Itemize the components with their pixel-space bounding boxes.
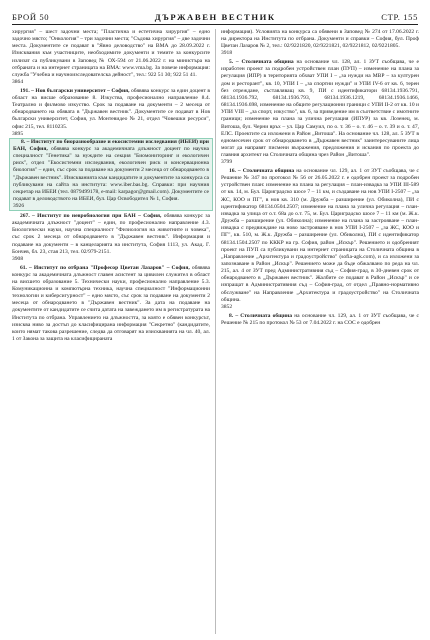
notice-body: обявява конкурс за академичната длъжност главен асистент за цивилен служител в област на висшето образование 5. Технически науки, професионално направление 5.3. Комуникационна и компютърна техника, научна специалност "Информационни технологии и киберсигурност" – едно място, със срок за подаване на документи 2 месеца от обнародването в "Държавен вестник". За дата на подаване на документите от кандидатите се счита датата на завеждането им в регистратурата на Института по отбрана. Управлението на длъжността, за която е обявен конкурсът, изисква ниво за достъп до класифицирана информация "Секретно" (кандидатите, които нямат такова разрешение, следва да отговарят на изискванията на чл. 40, ал. 1 от Закона за защита на класифицираната (12, 264, 210, 343)
column-divider (215, 29, 216, 634)
header-rule (12, 24, 418, 25)
notice-heading: 191. – Нов български университет – София, (20, 87, 130, 94)
notice-ibei-highlighted (9, 138, 213, 212)
notice-sofia-municipality-8 (221, 313, 419, 327)
page-header (12, 8, 418, 22)
continued-notice: информация). Условията на конкурса са обявени в Заповед № 274 от 17.06.2022 г. на директора на Института по отбрана. Документи и справки – София, бул. Проф Цветан Лазаров № 2, тел.: 02/9221820, 02/9221821, 02/9221812, 02/9221805. (221, 29, 419, 50)
right-column (221, 29, 419, 327)
notice-number: 3908 (12, 255, 24, 262)
notice-number: 3852 (221, 303, 233, 310)
notice-body: обявява конкурс за един доцент в област на висше образование 8. Изкуства, професионално направление 8.4. Театрално и филмово изкуство. Срок за подаване на документи – 2 месеца от обнародването на обявата в "Държавен вестник". Документите се подават в Нов български университет, София, ул. Монтевидео № 21, отдел "Човешки ресурси", офис 215, тел. 8110235. (12, 87, 210, 130)
notice-sofia-municipality-16 (221, 168, 419, 311)
notice-body: обявява конкурс за академичната длъжност "доцент" – един, по професионално направление 4.3. Биологически науки, научна специалност "Физиология на животните и човека", със срок 2 месеца от обнародването в "Държавен вестник". Информация и подаване на документи – в канцеларията на института, София 1113, ул. Акад. Г. Бончев, бл. 23, стая 213, тел. 02/979-2151. (12, 212, 210, 255)
publication-title: ДЪРЖАВЕН ВЕСТНИК (154, 12, 276, 22)
notice-number: 3799 (221, 159, 233, 166)
notice-heading: 8. – Институт по биоразнообразие и екосистемни изследвания (ИБЕИ) при БАН, София, (13, 138, 209, 152)
notice-body: на основание чл. 129, ал. 1 от ЗУТ съобщава, че с Решение № 215 по протокол № 53 от 7.04.2022 г. на СОС е одобрен (221, 312, 419, 326)
notice-heading: 5. – Столичната община (229, 59, 294, 66)
notice-sofia-municipality-5 (221, 59, 419, 166)
notice-number: 3918 (221, 50, 233, 57)
notice-heading: 16. – Столичната община (229, 167, 295, 174)
page-number: СТР. 155 (381, 12, 418, 22)
notice-number: 3864 (12, 79, 24, 86)
left-column (12, 29, 210, 343)
notice-body: обявява конкурс за академичната длъжност доцент по научна специалност "Генетика" за нуждите на секция "Биомониторинг и екологичен риск", отдел "Екосистемни изследвания, екологичен риск и консервационна биология" – един, със срок за подаване на документи 2 месеца от обнародването в "Държавен вестник". Изискванията към кандидатите и документите за конкурса са публикувани на сайта на института: www.iber.bas.bg. Справки: при научния секретар на ИБЕИ (тел. 0879499178, e-mail: karpagor@gmail.com). Документите се подават в деловодството на ИБЕИ, бул. Цар Освободител № 1, София. (13, 146, 209, 203)
notice-heading: 8. – Столичната община (229, 312, 293, 319)
continued-notice: хирургия" – шест задочни места; "Пластична и естетична хирургия" – едно задочно място; "Онкология" – три задочни места; "Съдова хирургия" – две задочни места. Документите се подават в "Явно деловодство" на ВМА до 28.09.2022 г. Изисквания към участниците, необходимите документи и темите за конкурсите излизат са публикувани в Заповед № ОХ-594 от 21.06.2022 г. на министъра на отбраната и на интернет страницата на ВМА: www.vma.bg. За повече информация: служба "Учебна и научноизследователска дейност", тел.: 922 51 30; 922 51 41. (12, 29, 210, 78)
notice-number: 3926 (13, 203, 25, 210)
issue-number: БРОЙ 50 (12, 12, 50, 22)
notice-defense-institute (12, 265, 210, 344)
notice-body: на основание чл. 128, ал. 1 ЗУТ съобщава, че е изработен проект за подробен устройствен план (ПУП) – изменение на плана за регулация (ИПР) в територията обхват УПИ I – „за нужди на МВР – за културен дом и ресторант", кв. 10, УПИ I – „за спортни нужди" и УПИ IV-6 от кв. 6, терен без отреждане, съставляващ кв. 9, ПИ с идентификатори 68134.1936.791, 68134.1936.792, 68134.1936.793, 68134.1936.1219, 68134.1936.1466, 68134.1936.698, изменение на общите регулационни граници с УПИ II-2 от кв. 10 и УПИ VIII – „за спорт, изкуство", кв. 6, за приведение им в съответствие с имотните граници; изменение на плана за улична регулация (ИПУР) за кв. Лозенец, м. Витоша, бул. Черни връх – ул. Цар Самуил, по о. т. 36 – о. т. 46 – о. т. 39 и о. т. 47, ЕЛС. Проектите са изложени в Район „Витоша". На основание чл. 128, ал. 5 ЗУТ в едномесечен срок от обнародването в „Държавен вестник" заинтересуваните лица могат да направят писмени възражения, предложения и искания по проекта до главния архитект на Столичната община чрез Район „Витоша". (221, 59, 419, 159)
notice-neurobiology (12, 213, 210, 263)
notice-number: 3895 (12, 130, 24, 137)
notice-body: на основание чл. 129, ал. 1 от ЗУТ съобщава, че с Решение № 347 по протокол № 56 от 26.05.2022 г. е одобрен проект за подробен устройствен план: изменение на плана за регулация – план-извадка за УПИ III-589 от кв. 14, м. Бул. Цариградско шосе 7 – 11 км, и създаване на нов УПИ I-2507 – „за ЖС, КОО и ПГ", в нов кв. 310 (м. Дружба – разширение (ул. Обиколна), ПИ с идентификатор 68134.0504.2507; изменение на плана за улична регулация – план-извадка за улица от о.т. 68а до о.т. 75, м. Бул. Цариградско шосе 7 – 11 км (м. Ж.к. Дружба – разширение (ул. Обиколна); изменение на плана за застрояване – план-извадка с предвиждане на ново застрояване в нов УПИ I-2507 – „за ЖС, КОО и ПГ", кв. 510, м. Ж.к. Дружба – разширение (ул. Обиколна), ПИ с идентификатор 68134.1504.2507 по КККР на гр. София, район „Искър". Решението и одобреният проект на ПУП са публикувани на интернет страницата на Столичната община в „Направление „Архитектура и градоустройство" (sofia-agk.com), и са изложени за запознаване в Район „Искър". Решението може да бъде обжалвано по реда на чл. 215, ал. 4 от ЗУТ пред Административния съд – София-град, в 30-дневен срок от обнародването в „Държавен вестник". Жалбите се подават в Район „Искър" и се изпращат в Административния съд – София-град, от отдел „Правно-нормативно обслужване" на Направление „Архитектура и градоустройство" на Столичната община. (221, 167, 420, 303)
notice-heading: 267. – Институт по невробиология при БАН – София, (20, 212, 162, 219)
notice-heading: 61. – Институт по отбрана "Професор Цветан Лазаров" – София, (20, 264, 190, 271)
notice-nbu (12, 88, 210, 138)
